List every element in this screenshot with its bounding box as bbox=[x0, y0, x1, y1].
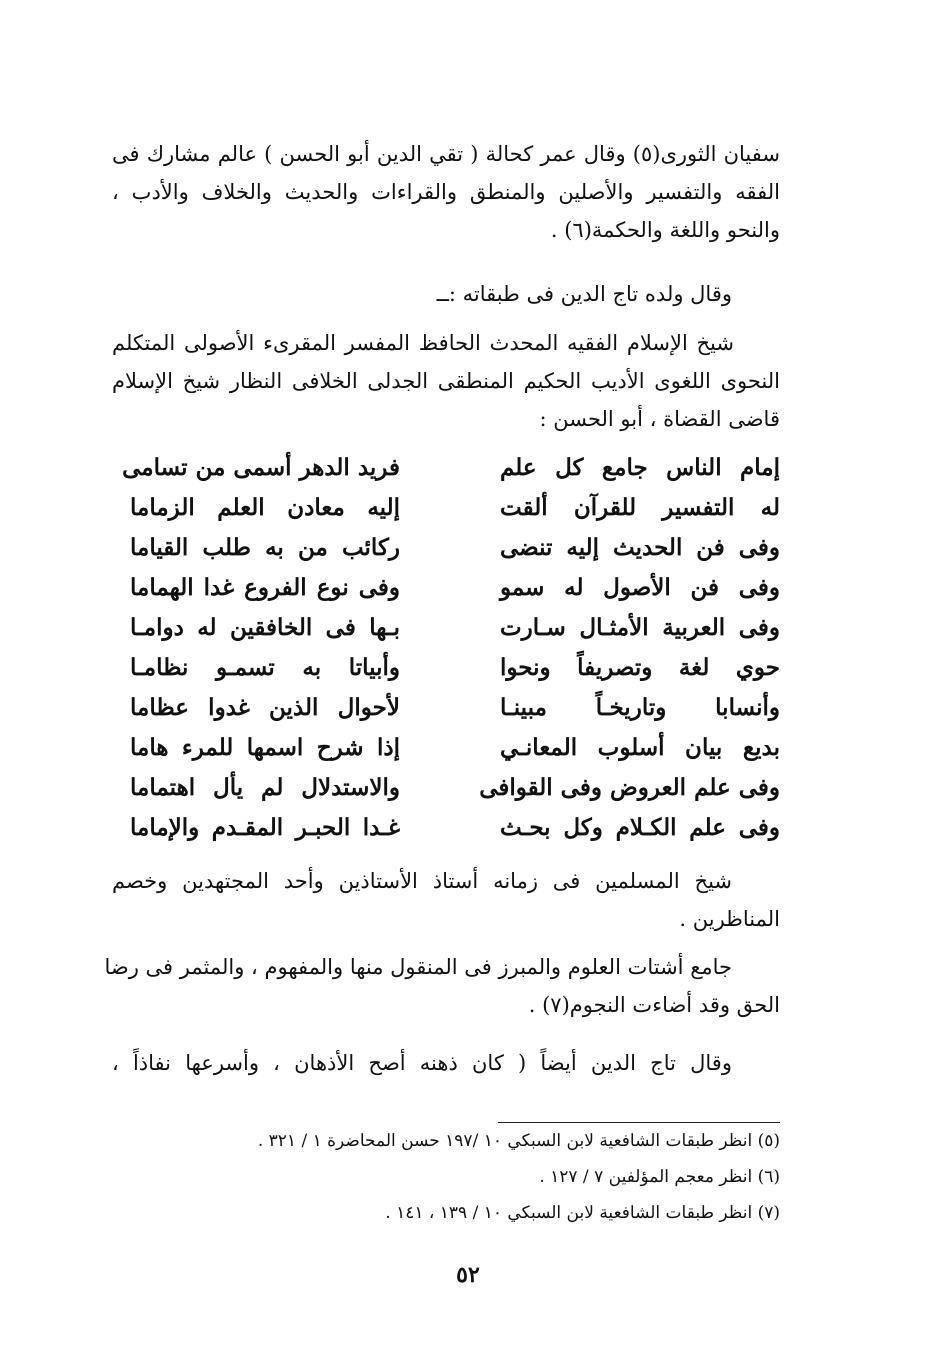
verse-right: وفى علم الكـلام وكل بحـث bbox=[500, 814, 780, 841]
verse-right: وفى العربية الأمثـال سـارت bbox=[500, 614, 780, 641]
verse-right: حوي لغة وتصريفاً ونحوا bbox=[500, 654, 780, 681]
verse-left: فريد الدهر أسمى من تسامى bbox=[122, 454, 400, 481]
paragraph-2 bbox=[112, 275, 732, 313]
verse-right: وفى فن الأصول له سمو bbox=[500, 574, 780, 601]
verse-left: إليه معادن العلم الزماما bbox=[130, 494, 400, 521]
paragraph-3-cont bbox=[112, 362, 780, 438]
text-line: وقال ولده تاج الدين فى طبقاته :ــ bbox=[436, 282, 732, 306]
verse-right: إمام الناس جامع كل علم bbox=[500, 454, 780, 481]
verse-left: غـدا الحبـر المقـدم والإماما bbox=[130, 814, 400, 841]
verse-left: والاستدلال لم يأل اهتماما bbox=[130, 774, 400, 801]
paragraph-6 bbox=[112, 1044, 732, 1082]
verse-right: بديع بيان أسلوب المعانـي bbox=[500, 734, 780, 761]
footnote-6: (٦) انظر معجم المؤلفين ٧ / ١٢٧ . bbox=[539, 1167, 780, 1187]
text-line: قاضى القضاة ، أبو الحسن : bbox=[539, 407, 780, 431]
verse-left: لأحوال الذين غدوا عظاما bbox=[130, 694, 400, 721]
verse-left: إذا شرح اسمها للمرء هاما bbox=[130, 734, 400, 761]
text-line: الفقه والتفسير والأصلين والمنطق والقراءات والحديث والخلاف والأدب ، bbox=[112, 180, 780, 204]
paragraph-1 bbox=[112, 135, 780, 249]
page-number: ٥٢ bbox=[456, 1262, 480, 1288]
paragraph-3 bbox=[112, 324, 734, 362]
verse-left: ركائب من به طلب القياما bbox=[130, 534, 400, 561]
footnote-separator bbox=[498, 1122, 780, 1123]
verse-right: وفى علم العروض وفى القوافى bbox=[479, 774, 780, 801]
paragraph-4 bbox=[112, 862, 732, 900]
paragraph-4-cont bbox=[112, 900, 780, 938]
paragraph-5-cont bbox=[112, 986, 780, 1024]
footnote-7: (٧) انظر طبقات الشافعية لابن السبكي ١٠ / ١٣٩ ، ١٤١ . bbox=[385, 1203, 780, 1223]
verse-right: له التفسير للقرآن ألقت bbox=[500, 494, 780, 521]
text-line: جامع أشتات العلوم والمبرز فى المنقول منها والمفهوم ، والمثمر فى رضا bbox=[104, 955, 732, 979]
verse-right: وفى فن الحديث إليه تنضى bbox=[500, 534, 780, 561]
verse-left: بـها فى الخافقين له دوامـا bbox=[130, 614, 400, 641]
text-line: النحوى اللغوى الأديب الحكيم المنطقى الجدلى الخلافى النظار شيخ الإسلام bbox=[112, 369, 780, 393]
text-line: شيخ الإسلام الفقيه المحدث الحافظ المفسر المقرىء الأصولى المتكلم bbox=[112, 331, 734, 355]
verse-left: وفى نوع الفروع غدا الهماما bbox=[130, 574, 400, 601]
text-line: والنحو واللغة والحكمة(٦) . bbox=[550, 218, 780, 242]
footnote-5: (٥) انظر طبقات الشافعية لابن السبكي ١٠ /١٩٧ حسن المحاضرة ١ / ٣٢١ . bbox=[257, 1131, 780, 1151]
text-line: المناظرين . bbox=[679, 907, 780, 931]
text-line: وقال تاج الدين أيضاً ( كان ذهنه أصح الأذهان ، وأسرعها نفاذاً ، bbox=[112, 1051, 732, 1075]
verse-right: وأنسابا وتاريخـاً مبينـا bbox=[500, 694, 780, 721]
text-line: سفيان الثورى(٥) وقال عمر كحالة ( تقي الدين أبو الحسن ) عالم مشارك فى bbox=[112, 142, 780, 166]
text-line: الحق وقد أضاءت النجوم(٧) . bbox=[528, 993, 780, 1017]
verse-left: وأبياتا به تسمـو نظامـا bbox=[130, 654, 400, 681]
paragraph-5 bbox=[104, 948, 732, 986]
text-line: شيخ المسلمين فى زمانه أستاذ الأستاذين وأحد المجتهدين وخصم bbox=[112, 869, 732, 893]
